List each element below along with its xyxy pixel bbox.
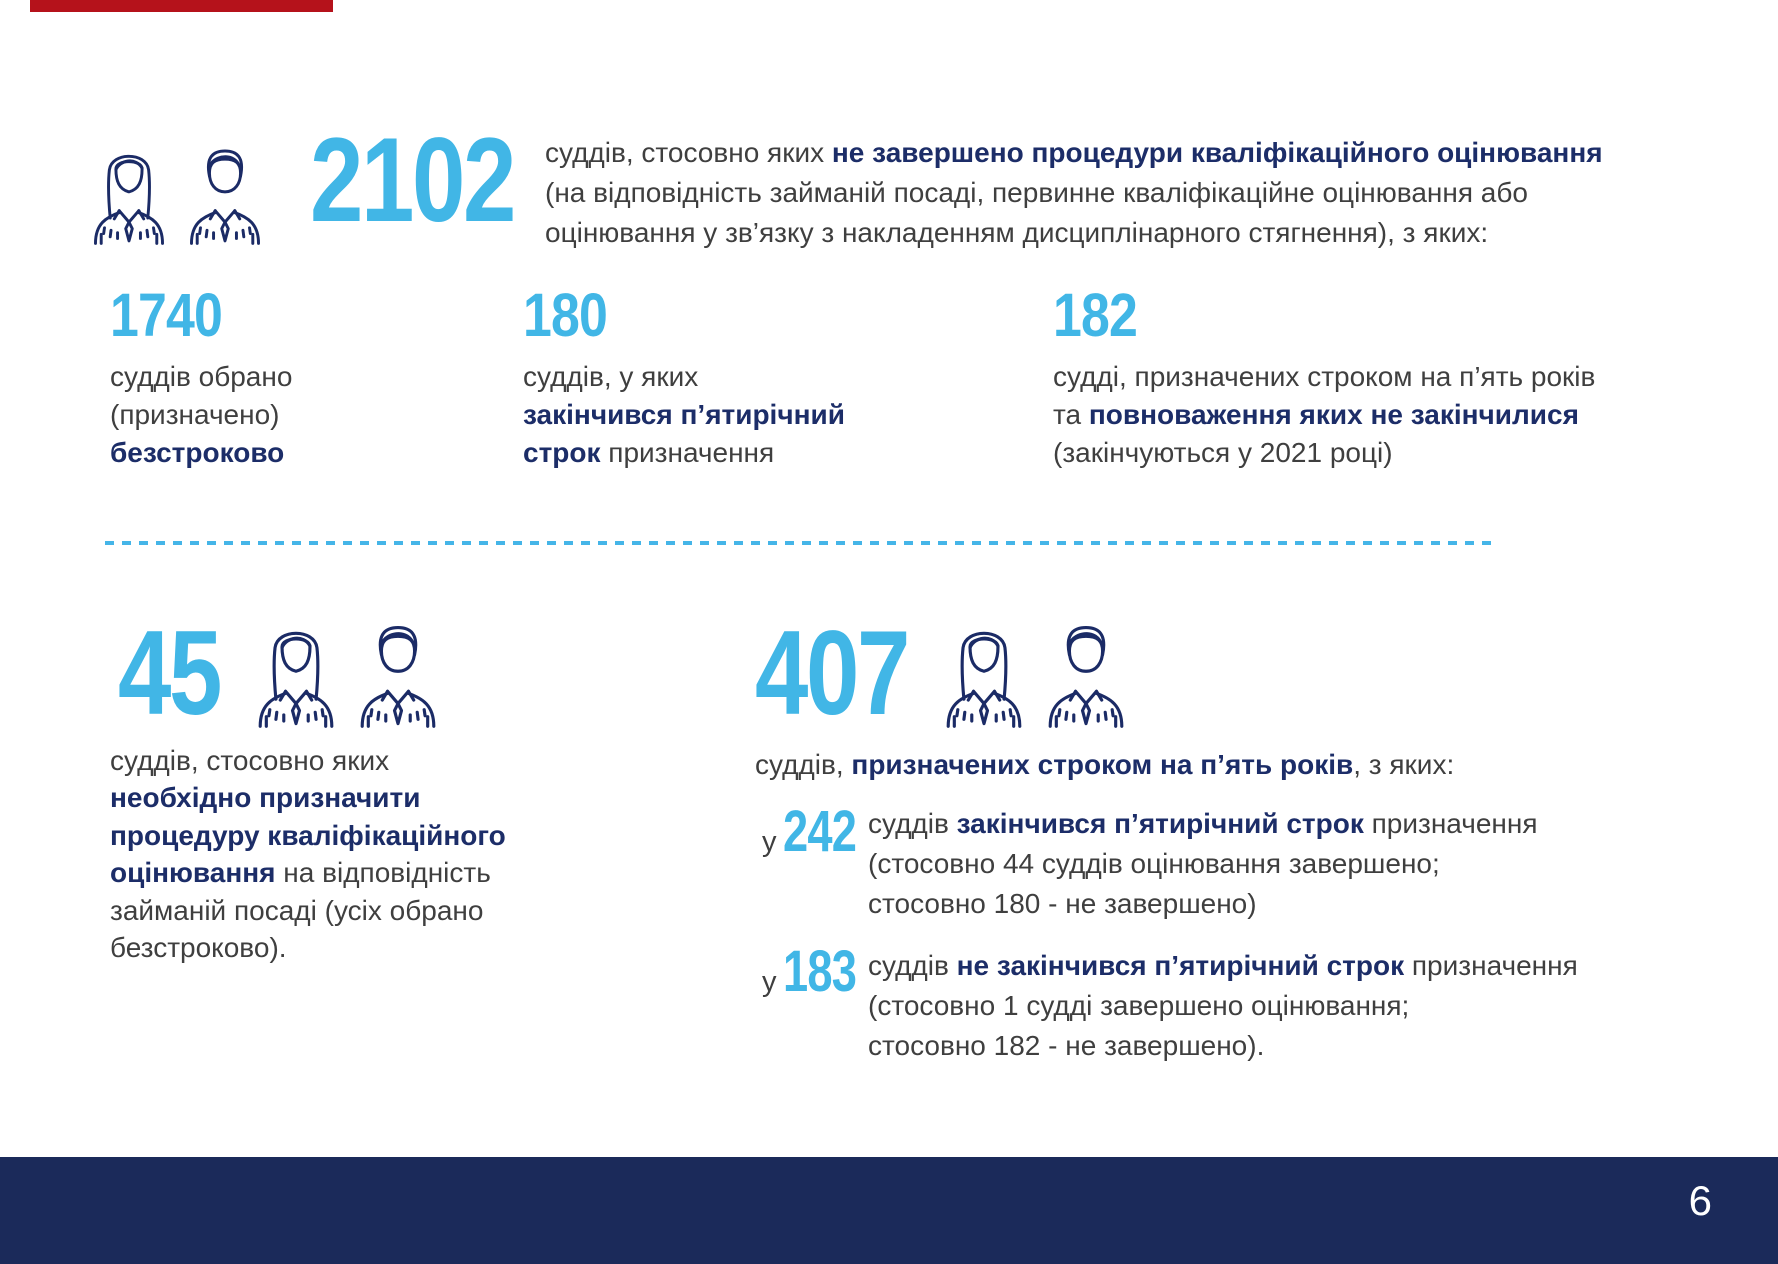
page-number: 6 bbox=[1688, 1177, 1712, 1224]
total-judges-description: суддів, стосовно яких не завершено процедури кваліфікаційного оцінювання (на відповідність займаній посаді, первинне кваліфікаційне оцінювання або оцінювання у зв’язку з накладенням дисциплінарного стягнення), з яких: bbox=[545, 137, 1603, 248]
sub183-prefix: у bbox=[762, 966, 777, 998]
stat-description: суддів обрано (призначено) безстроково bbox=[110, 361, 293, 468]
sub242-description: суддів закінчився п’ятирічний строк призначення (стосовно 44 суддів оцінювання завершено; стосовно 180 - не завершено) bbox=[868, 808, 1538, 919]
stat-column-permanent bbox=[110, 281, 293, 472]
judges-icon-pair-top bbox=[88, 142, 266, 245]
stat-description: суддів, у яких закінчився п’ятирічний строк призначення bbox=[523, 361, 845, 468]
man-judge-icon bbox=[184, 142, 266, 245]
stat-value: 1740 bbox=[110, 281, 222, 349]
sub242-prefix: у bbox=[762, 826, 777, 858]
block407-value: 407 bbox=[755, 606, 908, 740]
man-judge-icon bbox=[354, 618, 442, 728]
stat-column-term-ended bbox=[523, 281, 845, 472]
footer-bar bbox=[0, 1157, 1778, 1264]
sub183-value: 183 bbox=[783, 939, 857, 1004]
judges-icon-pair-45 bbox=[252, 618, 442, 728]
stat-value: 182 bbox=[1053, 281, 1137, 349]
man-judge-icon bbox=[1042, 618, 1130, 728]
dashed-divider bbox=[105, 541, 1497, 545]
stat-column-five-year bbox=[1053, 281, 1596, 472]
stat-value: 180 bbox=[523, 281, 607, 349]
woman-judge-icon bbox=[940, 618, 1028, 728]
woman-judge-icon bbox=[252, 618, 340, 728]
woman-judge-icon bbox=[88, 142, 170, 245]
total-judges-value: 2102 bbox=[310, 113, 514, 247]
stat-description: судді, призначених строком на п’ять років та повноваження яких не закінчилися (закінчуються у 2021 році) bbox=[1053, 361, 1596, 468]
block45-description: суддів, стосовно яких необхідно призначити процедуру кваліфікаційного оцінювання на відповідність займаній посаді (усіх обрано безстроково). bbox=[110, 745, 506, 964]
judges-icon-pair-407 bbox=[940, 618, 1130, 728]
sub183-description: суддів не закінчився п’ятирічний строк призначення (стосовно 1 судді завершено оцінювання; стосовно 182 - не завершено). bbox=[868, 950, 1578, 1061]
red-accent-bar bbox=[30, 0, 333, 12]
sub242-value: 242 bbox=[783, 799, 857, 864]
block45-value: 45 bbox=[118, 606, 220, 740]
block407-heading: суддів, призначених строком на п’ять років, з яких: bbox=[755, 749, 1455, 780]
